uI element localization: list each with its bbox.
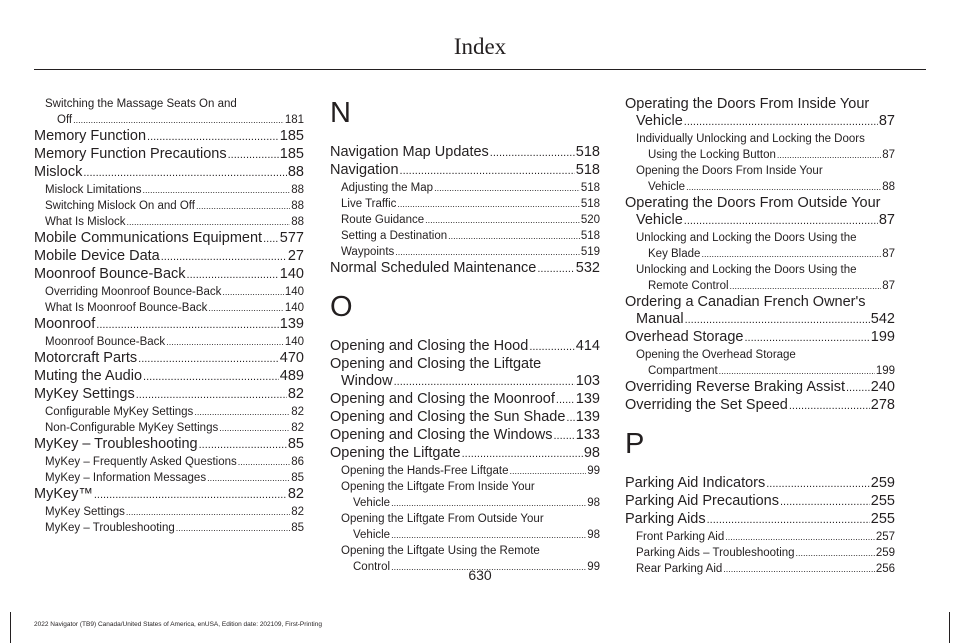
dot-leader	[126, 504, 290, 520]
entry-page-number: 86	[291, 456, 304, 468]
entry-page-number: 255	[870, 493, 895, 509]
index-entry[interactable]	[34, 284, 304, 300]
entry-page-number: 88	[287, 164, 304, 180]
index-entry[interactable]	[34, 520, 304, 536]
entry-page-number: 140	[284, 286, 304, 298]
index-entry[interactable]	[341, 527, 600, 543]
dot-leader	[94, 487, 287, 504]
index-entry[interactable]	[34, 504, 304, 520]
index-column-1	[34, 96, 304, 536]
entry-text: Compartment	[648, 365, 718, 377]
entry-text: MyKey – Troubleshooting	[45, 522, 175, 534]
index-entry[interactable]	[34, 128, 304, 146]
dot-leader	[73, 112, 284, 128]
entry-text: Mislock	[34, 164, 83, 180]
index-column-2	[330, 96, 600, 575]
index-entry-wrapped[interactable]	[625, 96, 895, 131]
index-entry[interactable]	[330, 162, 600, 180]
dot-leader	[187, 267, 279, 284]
dot-leader	[490, 145, 575, 162]
index-entry[interactable]	[34, 486, 304, 504]
index-subentry-wrapped[interactable]	[625, 347, 895, 379]
dot-leader	[391, 527, 586, 543]
index-entry[interactable]	[625, 475, 895, 493]
entry-text: Switching Mislock On and Off	[45, 200, 195, 212]
dot-leader	[127, 214, 291, 230]
entry-page-number: 82	[287, 486, 304, 502]
dot-leader	[537, 261, 574, 278]
entry-text: MyKey™	[34, 486, 93, 502]
dot-leader	[745, 330, 870, 347]
entry-page-number: 185	[279, 128, 304, 144]
index-entry[interactable]	[330, 463, 600, 479]
entry-text: Window	[341, 373, 393, 389]
entry-page-number: 139	[575, 391, 600, 407]
entry-text: MyKey – Frequently Asked Questions	[45, 456, 237, 468]
index-entry[interactable]	[34, 404, 304, 420]
index-entry[interactable]	[330, 391, 600, 409]
index-subentry-wrapped[interactable]	[330, 511, 600, 543]
entry-text: Overriding Reverse Braking Assist	[625, 379, 845, 395]
index-entry[interactable]	[330, 373, 600, 391]
index-entry[interactable]	[34, 316, 304, 334]
entry-page-number: 532	[575, 260, 600, 276]
index-entry[interactable]	[34, 454, 304, 470]
section-letter: P	[625, 428, 645, 460]
index-entry[interactable]	[34, 368, 304, 386]
entry-page-number: 259	[875, 547, 895, 559]
entry-page-number: 87	[882, 248, 895, 260]
dot-leader	[222, 284, 283, 300]
header-divider	[34, 69, 926, 70]
entry-text: Mobile Device Data	[34, 248, 160, 264]
entry-page-number: 88	[291, 184, 304, 196]
dot-leader	[719, 363, 875, 379]
index-entry[interactable]	[34, 300, 304, 316]
entry-page-number: 87	[878, 113, 895, 129]
entry-text-line1: Operating the Doors From Outside Your	[625, 195, 881, 211]
dot-leader	[207, 470, 290, 486]
dot-leader	[83, 165, 287, 182]
entry-page-number: 99	[587, 465, 600, 477]
entry-text: Opening and Closing the Moonroof	[330, 391, 555, 407]
entry-text: Moonroof Bounce-Back	[45, 336, 166, 348]
index-entry[interactable]	[625, 311, 895, 329]
index-entry[interactable]	[34, 182, 304, 198]
entry-text: Non-Configurable MyKey Settings	[45, 422, 219, 434]
dot-leader	[796, 545, 875, 561]
index-entry[interactable]	[625, 511, 895, 529]
index-subentry-wrapped[interactable]	[625, 262, 895, 294]
index-entry[interactable]	[34, 146, 304, 164]
dot-leader	[448, 228, 580, 244]
entry-text: Parking Aid Indicators	[625, 475, 766, 491]
dot-leader	[529, 339, 574, 356]
index-subentry-wrapped[interactable]	[625, 163, 895, 195]
dot-leader	[846, 380, 870, 397]
entry-page-number: 185	[279, 146, 304, 162]
entry-text: Vehicle	[636, 212, 683, 228]
entry-page-number: 577	[279, 230, 304, 246]
entry-text: Vehicle	[636, 113, 683, 129]
entry-text: Vehicle	[353, 497, 391, 509]
section-spacer	[625, 415, 895, 427]
index-entry-wrapped[interactable]	[330, 356, 600, 391]
entry-page-number: 88	[291, 200, 304, 212]
entry-page-number: 140	[284, 336, 304, 348]
entry-page-number: 256	[875, 563, 895, 575]
entry-text: Mislock Limitations	[45, 184, 142, 196]
entry-text: Parking Aids – Troubleshooting	[636, 547, 795, 559]
entry-text-line1: Opening and Closing the Liftgate	[330, 356, 542, 372]
index-entry[interactable]	[34, 436, 304, 454]
entry-page-number: 27	[287, 248, 304, 264]
dot-leader	[147, 129, 279, 146]
entry-text: Adjusting the Map	[341, 182, 434, 194]
dot-leader	[96, 317, 279, 334]
entry-text: Parking Aids	[625, 511, 706, 527]
entry-text: Live Traffic	[341, 198, 397, 210]
section-letter: N	[330, 97, 351, 129]
entry-text: Normal Scheduled Maintenance	[330, 260, 537, 276]
dot-leader	[176, 520, 290, 536]
entry-page-number: 519	[580, 246, 600, 258]
index-entry-wrapped[interactable]	[625, 195, 895, 230]
index-entry[interactable]	[330, 427, 600, 445]
entry-text-line1: Opening the Liftgate Using the Remote	[341, 545, 540, 557]
index-subentry-wrapped[interactable]	[330, 479, 600, 511]
dot-leader	[397, 196, 579, 212]
index-entry-wrapped[interactable]	[625, 294, 895, 329]
entry-page-number: 542	[870, 311, 895, 327]
index-entry[interactable]	[625, 113, 895, 131]
entry-text-line1: Switching the Massage Seats On and	[45, 98, 237, 110]
dot-leader	[510, 463, 587, 479]
dot-leader	[684, 114, 878, 131]
page-header-title: Index	[453, 34, 507, 59]
entry-text: MyKey – Information Messages	[45, 472, 207, 484]
entry-text: Mobile Communications Equipment	[34, 230, 263, 246]
entry-text-line1: Operating the Doors From Inside Your	[625, 96, 870, 112]
entry-page-number: 85	[291, 522, 304, 534]
entry-page-number: 98	[587, 497, 600, 509]
entry-text: MyKey Settings	[34, 386, 135, 402]
entry-text: Opening and Closing the Sun Shade	[330, 409, 566, 425]
entry-page-number: 85	[291, 472, 304, 484]
entry-text-line1: Unlocking and Locking the Doors Using the	[636, 264, 857, 276]
entry-text: Memory Function Precautions	[34, 146, 227, 162]
entry-text: Off	[57, 114, 73, 126]
index-entry[interactable]	[636, 179, 895, 195]
entry-page-number: 518	[575, 162, 600, 178]
dot-leader	[684, 213, 878, 230]
section-spacer	[330, 278, 600, 290]
index-entry[interactable]	[330, 180, 600, 196]
entry-page-number: 518	[580, 230, 600, 242]
dot-leader	[686, 179, 881, 195]
index-entry[interactable]	[34, 350, 304, 368]
dot-leader	[400, 163, 575, 180]
index-entry[interactable]	[625, 212, 895, 230]
dot-leader	[219, 420, 290, 436]
index-entry[interactable]	[34, 164, 304, 182]
entry-text: Opening and Closing the Windows	[330, 427, 553, 443]
entry-text: What Is Moonroof Bounce-Back	[45, 302, 208, 314]
entry-text: Opening the Liftgate	[330, 445, 461, 461]
entry-page-number: 139	[575, 409, 600, 425]
index-entry[interactable]	[341, 495, 600, 511]
entry-text: Opening and Closing the Hood	[330, 338, 529, 354]
dot-leader	[789, 398, 870, 415]
index-entry[interactable]	[34, 214, 304, 230]
entry-page-number: 133	[575, 427, 600, 443]
dot-leader	[553, 428, 574, 445]
entry-page-number: 278	[870, 397, 895, 413]
dot-leader	[138, 351, 279, 368]
index-entry[interactable]	[330, 445, 600, 463]
entry-text: Setting a Destination	[341, 230, 448, 242]
entry-page-number: 199	[870, 329, 895, 345]
entry-page-number: 520	[580, 214, 600, 226]
dot-leader	[199, 437, 287, 454]
index-entry[interactable]	[330, 228, 600, 244]
index-subentry-wrapped[interactable]	[625, 230, 895, 262]
entry-text: Manual	[636, 311, 684, 327]
entry-page-number: 88	[291, 216, 304, 228]
entry-page-number: 98	[583, 445, 600, 461]
entry-page-number: 87	[882, 280, 895, 292]
entry-text: Navigation	[330, 162, 399, 178]
crop-mark-right	[949, 612, 950, 643]
entry-text-line1: Opening the Liftgate From Inside Your	[341, 481, 535, 493]
entry-text: Moonroof	[34, 316, 96, 332]
index-entry[interactable]	[625, 329, 895, 347]
index-entry[interactable]	[330, 338, 600, 356]
entry-text: Remote Control	[648, 280, 729, 292]
entry-page-number: 99	[587, 561, 600, 573]
dot-leader	[395, 244, 580, 260]
dot-leader	[566, 410, 574, 427]
index-entry[interactable]	[34, 420, 304, 436]
entry-page-number: 257	[875, 531, 895, 543]
index-entry[interactable]	[34, 198, 304, 214]
entry-page-number: 87	[882, 149, 895, 161]
entry-page-number: 518	[580, 182, 600, 194]
entry-page-number: 88	[882, 181, 895, 193]
entry-text: MyKey – Troubleshooting	[34, 436, 198, 452]
dot-leader	[777, 147, 881, 163]
dot-leader	[725, 529, 875, 545]
dot-leader	[143, 369, 279, 386]
index-entry[interactable]	[625, 379, 895, 397]
entry-page-number: 140	[284, 302, 304, 314]
index-entry[interactable]	[34, 266, 304, 284]
dot-leader	[780, 494, 870, 511]
index-column-3	[625, 96, 895, 577]
entry-text: Vehicle	[648, 181, 686, 193]
entry-page-number: 139	[279, 316, 304, 332]
entry-page-number: 255	[870, 511, 895, 527]
index-entry[interactable]	[625, 545, 895, 561]
entry-page-number: 181	[284, 114, 304, 126]
entry-text: MyKey Settings	[45, 506, 125, 518]
dot-leader	[228, 147, 279, 164]
entry-text-line1: Opening the Overhead Storage	[636, 349, 796, 361]
entry-page-number: 82	[287, 386, 304, 402]
entry-text-line1: Unlocking and Locking the Doors Using the	[636, 232, 857, 244]
index-entry[interactable]	[625, 529, 895, 545]
entry-text: Configurable MyKey Settings	[45, 406, 194, 418]
index-entry[interactable]	[330, 144, 600, 162]
entry-page-number: 140	[279, 266, 304, 282]
dot-leader	[194, 404, 290, 420]
index-entry[interactable]	[34, 230, 304, 248]
index-entry[interactable]	[45, 112, 304, 128]
entry-page-number: 82	[291, 422, 304, 434]
index-entry[interactable]	[636, 363, 895, 379]
page-number: 630	[468, 567, 492, 583]
index-entry[interactable]	[625, 397, 895, 415]
entry-page-number: 240	[870, 379, 895, 395]
entry-text: Overriding Moonroof Bounce-Back	[45, 286, 222, 298]
footer-edition-info: 2022 Navigator (TB9) Canada/United States of America, enUSA, Edition date: 202109, First-Printing	[34, 621, 322, 628]
entry-text: Control	[353, 561, 391, 573]
index-entry[interactable]	[636, 246, 895, 262]
section-letter: O	[330, 291, 353, 323]
dot-leader	[707, 512, 870, 529]
index-entry[interactable]	[34, 470, 304, 486]
entry-text: Muting the Audio	[34, 368, 143, 384]
entry-page-number: 414	[575, 338, 600, 354]
entry-page-number: 518	[580, 198, 600, 210]
index-entry[interactable]	[330, 196, 600, 212]
entry-text: Waypoints	[341, 246, 395, 258]
index-subentry-wrapped[interactable]	[34, 96, 304, 128]
crop-mark-left	[10, 612, 11, 643]
entry-text: Navigation Map Updates	[330, 144, 489, 160]
entry-text: Front Parking Aid	[636, 531, 725, 543]
dot-leader	[196, 198, 290, 214]
entry-page-number: 103	[575, 373, 600, 389]
entry-text: Moonroof Bounce-Back	[34, 266, 186, 282]
entry-page-number: 470	[279, 350, 304, 366]
dot-leader	[263, 231, 279, 248]
entry-text: Parking Aid Precautions	[625, 493, 779, 509]
index-entry[interactable]	[330, 212, 600, 228]
entry-page-number: 82	[291, 506, 304, 518]
index-entry[interactable]	[34, 386, 304, 404]
entry-page-number: 98	[587, 529, 600, 541]
dot-leader	[208, 300, 283, 316]
dot-leader	[143, 182, 291, 198]
dot-leader	[701, 246, 881, 262]
entry-page-number: 87	[878, 212, 895, 228]
index-entry[interactable]	[636, 147, 895, 163]
index-entry[interactable]	[625, 493, 895, 511]
dot-leader	[161, 249, 287, 266]
entry-text: Rear Parking Aid	[636, 563, 723, 575]
entry-text: What Is Mislock	[45, 216, 126, 228]
dot-leader	[166, 334, 284, 350]
entry-text: Opening the Hands-Free Liftgate	[341, 465, 509, 477]
dot-leader	[391, 495, 586, 511]
entry-text-line1: Opening the Liftgate From Outside Your	[341, 513, 544, 525]
index-subentry-wrapped[interactable]	[625, 131, 895, 163]
dot-leader	[136, 387, 287, 404]
index-entry[interactable]	[34, 248, 304, 266]
entry-page-number: 259	[870, 475, 895, 491]
entry-text: Using the Locking Button	[648, 149, 776, 161]
entry-text: Key Blade	[648, 248, 701, 260]
entry-page-number: 489	[279, 368, 304, 384]
entry-text: Route Guidance	[341, 214, 425, 226]
entry-text: Overriding the Set Speed	[625, 397, 788, 413]
entry-text: Motorcraft Parts	[34, 350, 138, 366]
entry-page-number: 518	[575, 144, 600, 160]
index-entry[interactable]	[330, 409, 600, 427]
entry-page-number: 199	[875, 365, 895, 377]
dot-leader	[238, 454, 290, 470]
entry-text-line1: Ordering a Canadian French Owner's	[625, 294, 866, 310]
index-entry[interactable]	[636, 278, 895, 294]
entry-text-line1: Individually Unlocking and Locking the Doors	[636, 133, 865, 145]
dot-leader	[462, 446, 583, 463]
entry-text-line1: Opening the Doors From Inside Your	[636, 165, 823, 177]
index-entry[interactable]	[330, 244, 600, 260]
entry-text: Vehicle	[353, 529, 391, 541]
entry-text: Memory Function	[34, 128, 147, 144]
entry-page-number: 85	[287, 436, 304, 452]
dot-leader	[394, 374, 575, 391]
entry-page-number: 82	[291, 406, 304, 418]
index-entry[interactable]	[34, 334, 304, 350]
dot-leader	[425, 212, 580, 228]
dot-leader	[434, 180, 580, 196]
entry-text: Overhead Storage	[625, 329, 744, 345]
dot-leader	[556, 392, 575, 409]
dot-leader	[766, 476, 870, 493]
dot-leader	[730, 278, 882, 294]
dot-leader	[685, 312, 870, 329]
index-entry[interactable]	[330, 260, 600, 278]
